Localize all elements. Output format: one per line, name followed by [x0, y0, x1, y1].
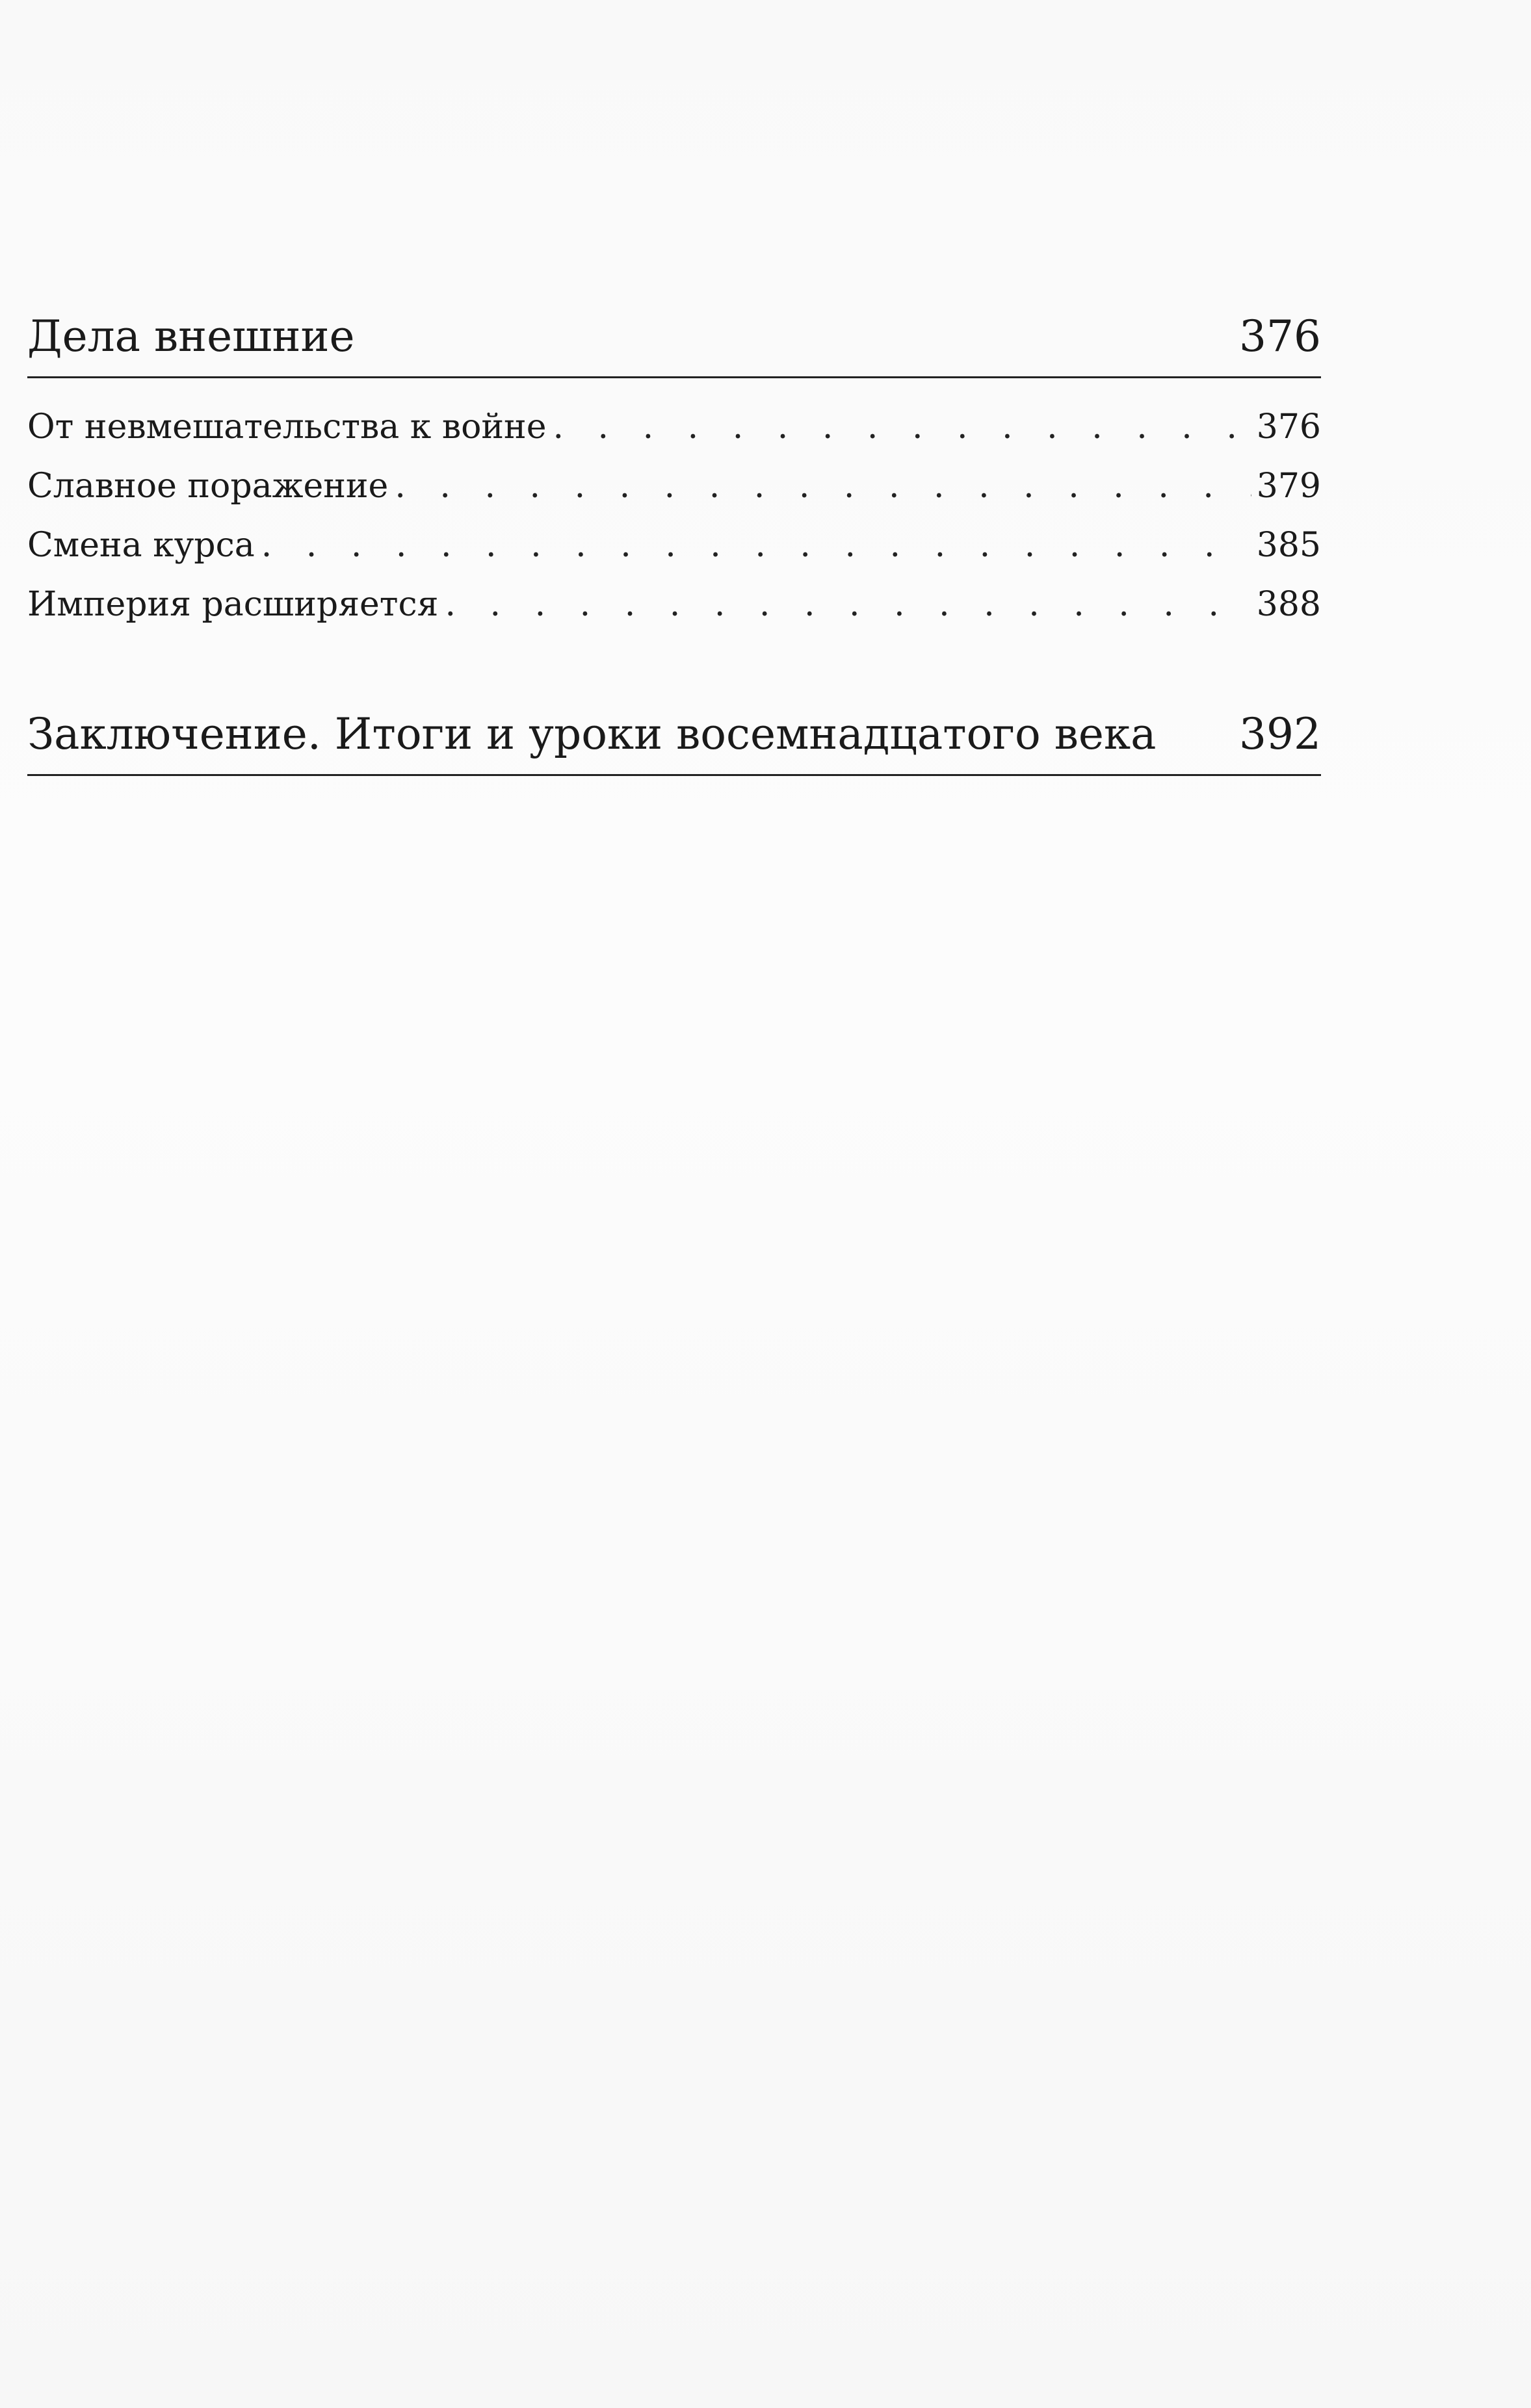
- dot-leader: [553, 398, 1251, 457]
- toc-entry: [27, 398, 1321, 457]
- section-page-number: 376: [1239, 311, 1321, 361]
- toc-entry-page: 379: [1256, 467, 1321, 506]
- section-heading: [27, 311, 1321, 378]
- toc-entry: [27, 457, 1321, 516]
- toc-entry-page: 388: [1256, 585, 1321, 625]
- section-title: Дела внешние: [27, 311, 355, 361]
- section-heading: [27, 708, 1321, 776]
- toc-entry: [27, 516, 1321, 575]
- show-through-area: [247, 910, 1300, 2340]
- toc-entry-title: От невмешательства к войне: [27, 408, 547, 447]
- toc-entry: [27, 575, 1321, 634]
- dot-leader: [261, 516, 1251, 575]
- dot-leader: [395, 457, 1251, 516]
- toc-section-conclusion: [27, 708, 1321, 776]
- section-page-number: 392: [1239, 709, 1321, 759]
- toc-entry-page: 376: [1256, 408, 1321, 447]
- toc-entry-title: Империя расширяется: [27, 585, 439, 625]
- toc-list: [27, 398, 1321, 634]
- section-title: Заключение. Итоги и уроки восемнадцатого века: [27, 709, 1157, 759]
- toc-entry-title: Смена курса: [27, 526, 255, 565]
- dot-leader: [445, 575, 1251, 634]
- toc-section-foreign-affairs: [27, 311, 1321, 634]
- toc-entry-title: Славное поражение: [27, 467, 389, 506]
- toc-entry-page: 385: [1256, 526, 1321, 565]
